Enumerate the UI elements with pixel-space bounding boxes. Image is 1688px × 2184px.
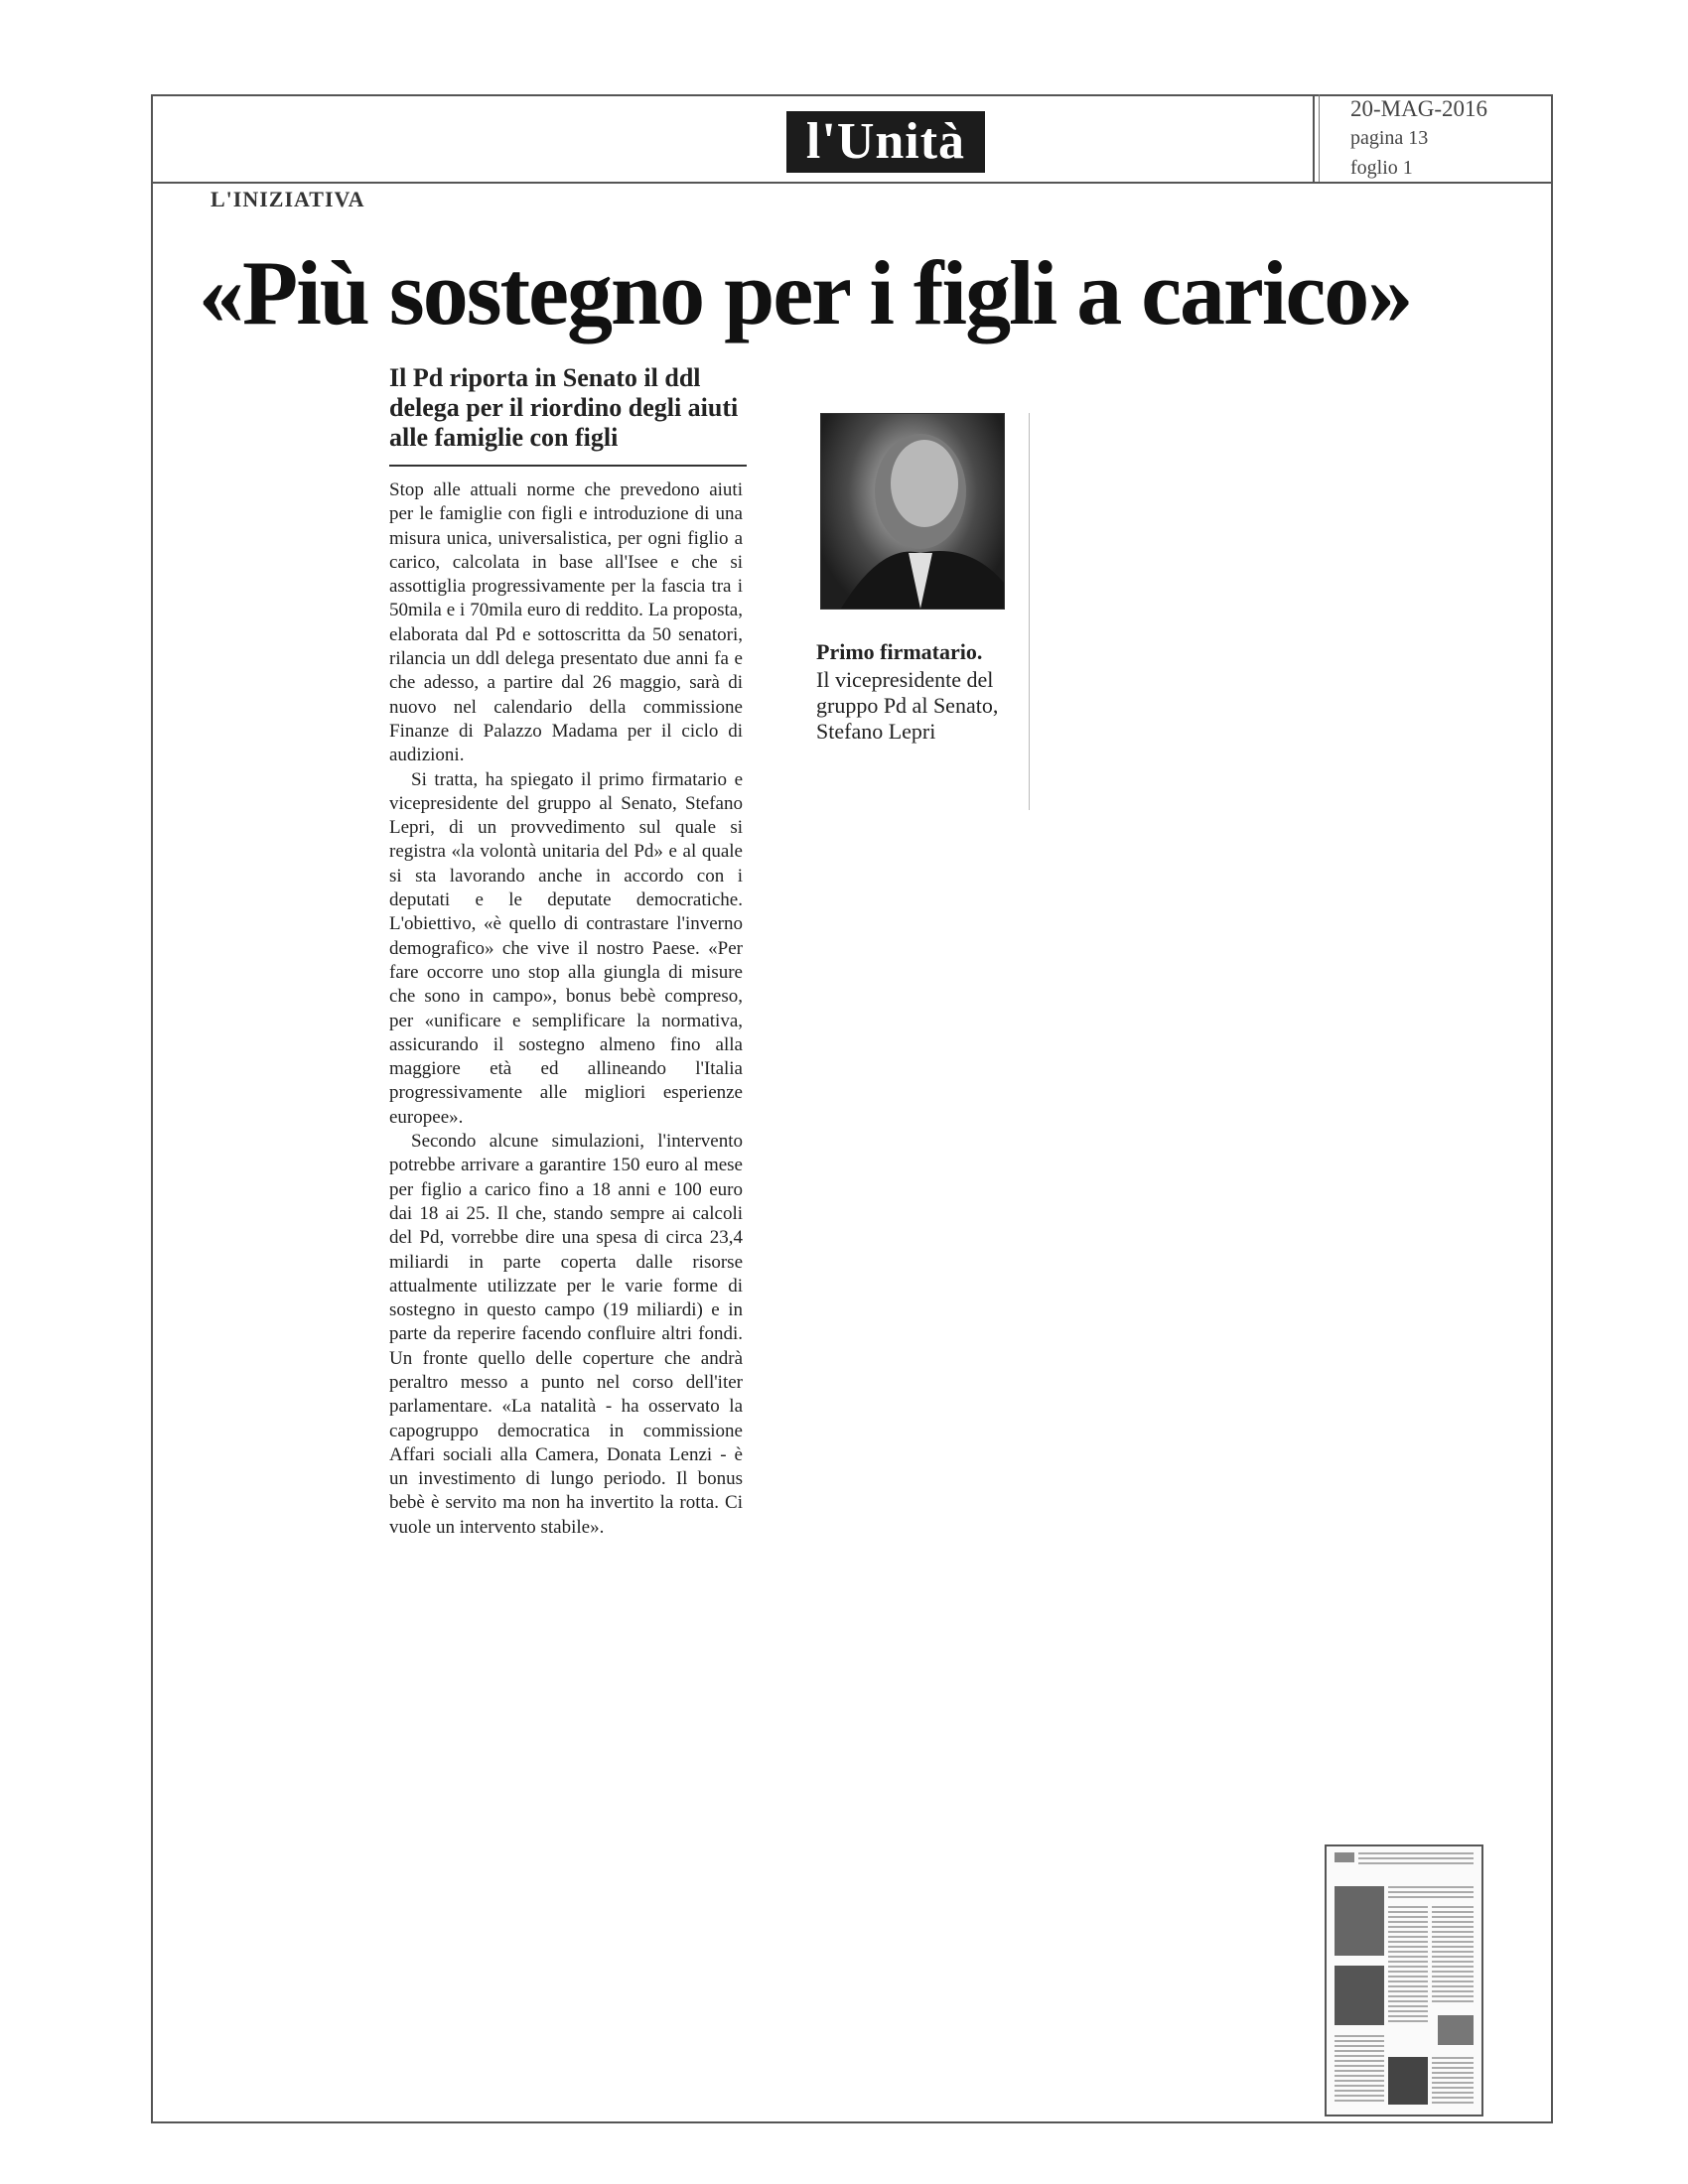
clipping-meta (1350, 95, 1539, 183)
header-vertical-divider (1313, 94, 1315, 182)
article-paragraph: Stop alle attuali norme che prevedono aiuti per le famiglie con figli e introduzione di una misura unica, universalistica, per ogni figlio a carico, calcolata in base all'Isee e che si assottiglia progressivamente per la fascia tra i 50mila e i 70mila euro di reddito. La proposta, elaborata dal Pd e sottoscritta da 50 senatori, rilancia un ddl delega presentato due anni fa e che adesso, a partire dal 26 maggio, sarà di nuovo nel calendario della commissione Finanze di Palazzo Madama per il ciclo di audizioni. (389, 479, 743, 766)
header-vertical-divider-inner (1319, 94, 1320, 182)
article-paragraph: Secondo alcune simulazioni, l'intervento potrebbe arrivare a garantire 150 euro al mese per figlio a carico fino a 18 anni e 100 euro dai 18 ai 25. Il che, stando sempre ai calcoli del Pd, vorrebbe dire una spesa di circa 23,4 miliardi in parte coperta dalle risorse attualmente utilizzate per le varie forme di sostegno in questo campo (19 miliardi) e in parte da reperire facendo confluire altri fondi. Un fronte quello delle coperture che andrà peraltro messo a punto nel corso dell'iter parlamentare. «La natalità - ha osservato la capogruppo democratica in commissione Affari sociali alla Camera, Donata Lenzi - è un investimento di lungo periodo. Il bonus bebè è servito ma non ha invertito la rotta. Ci vuole un intervento stabile». (389, 1131, 743, 1538)
page-thumbnail (1325, 1844, 1483, 2116)
sheet-number: foglio 1 (1350, 157, 1413, 179)
photo-caption (816, 639, 1015, 745)
portrait-photo (820, 413, 1005, 610)
article-paragraph: Si tratta, ha spiegato il primo firmatario e vicepresidente del gruppo al Senato, Stefano Lepri, di un provvedimento sul quale si registra «la volontà unitaria del Pd» e al quale si sta lavorando anche in accordo con i deputati e le deputate democratiche. L'obiettivo, «è quello di contrastare l'inverno demografico» che vive il nostro Paese. «Per fare occorre uno stop alla giungla di misure che sono in campo», bonus bebè compreso, per «unificare e semplificare la normativa, assicurando il sostegno almeno fino alla maggiore età ed allineando l'Italia progressivamente alle migliori esperienze europee». (389, 768, 743, 1128)
caption-text: Il vicepresidente del gruppo Pd al Senato, Stefano Lepri (816, 667, 999, 744)
section-kicker: L'INIZIATIVA (211, 187, 365, 211)
header-divider (151, 182, 1551, 184)
caption-title: Primo firmatario. (816, 639, 983, 664)
newspaper-logo: l'Unità (786, 111, 985, 173)
headline: «Più sostegno per i figli a carico» (199, 242, 1412, 343)
subheadline: Il Pd riporta in Senato il ddl delega per il riordino degli aiuti alle famiglie con figli (389, 363, 747, 467)
page-frame (151, 94, 1553, 2123)
page-number: pagina 13 (1350, 127, 1429, 149)
publication-date: 20-MAG-2016 (1350, 96, 1487, 121)
article-body (389, 478, 743, 1540)
column-rule (1029, 413, 1030, 810)
